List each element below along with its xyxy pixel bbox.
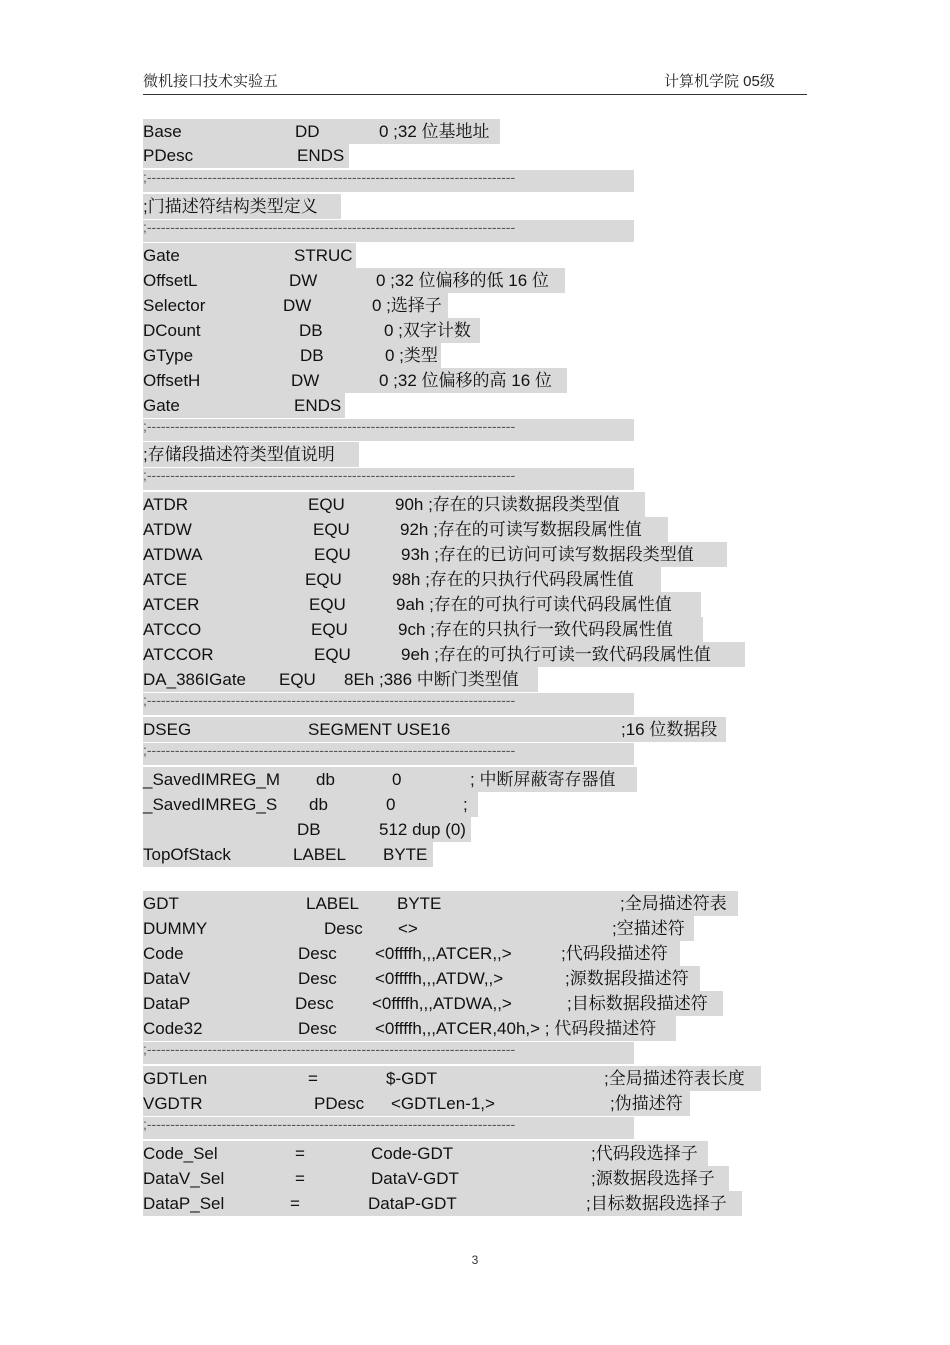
code-label: DataV <box>143 969 191 988</box>
code-operand: 0 ;类型 <box>385 346 438 365</box>
code-line <box>143 1066 761 1091</box>
code-line <box>143 343 441 368</box>
code-line <box>143 1191 742 1216</box>
code-label: DSEG <box>143 720 192 739</box>
header-right-title: 计算机学院 05级 <box>664 73 775 90</box>
code-comment: ;源数据段选择子 <box>591 1169 715 1188</box>
code-label: ATCCO <box>143 620 202 639</box>
code-operand: 0 <box>392 770 402 789</box>
code-label: Code32 <box>143 1019 203 1038</box>
code-operand: 90h ;存在的只读数据段类型值 <box>395 495 620 514</box>
code-line <box>143 941 680 966</box>
code-label: ATDWA <box>143 545 203 564</box>
code-line <box>143 268 565 293</box>
code-comment: ;代码段选择子 <box>591 1144 698 1163</box>
header-rule <box>143 94 807 95</box>
code-directive: Desc <box>295 994 334 1013</box>
code-label: Gate <box>143 396 180 415</box>
code-line <box>143 617 703 642</box>
code-label: ATCCOR <box>143 645 214 664</box>
code-label: GType <box>143 346 194 365</box>
code-directive: EQU <box>305 570 342 589</box>
code-operand: <0ffffh,,,ATCER,,> <box>375 944 512 963</box>
code-operand: <GDTLen-1,> <box>391 1094 495 1113</box>
code-directive: Desc <box>298 944 337 963</box>
separator-line: ;------------------------------------------------------------------------------- <box>143 220 634 242</box>
code-operand: <0ffffh,,,ATCER,40h,> ; 代码段描述符 <box>375 1019 657 1038</box>
code-directive: Desc <box>298 969 337 988</box>
code-directive: Desc <box>324 919 363 938</box>
code-line <box>143 368 567 393</box>
separator-line: ;------------------------------------------------------------------------------- <box>143 419 634 441</box>
code-label: GDT <box>143 894 179 913</box>
code-line <box>143 1141 708 1166</box>
code-line <box>143 393 345 418</box>
code-directive: Desc <box>298 1019 337 1038</box>
code-directive: LABEL <box>306 894 359 913</box>
comment-line <box>143 442 359 467</box>
code-directive: DB <box>299 321 323 340</box>
code-operand: 98h ;存在的只执行代码段属性值 <box>392 570 634 589</box>
code-comment: ;目标数据段选择子 <box>586 1194 727 1213</box>
code-line <box>143 916 694 941</box>
code-directive: EQU <box>309 595 346 614</box>
code-label: DA_386IGate <box>143 670 247 689</box>
code-operand: 0 ;32 位基地址 <box>379 122 490 141</box>
code-label: ATCE <box>143 570 188 589</box>
code-operand: 0 ;选择子 <box>372 296 442 315</box>
code-line <box>143 717 726 742</box>
code-operand: 9ah ;存在的可执行可读代码段属性值 <box>396 595 672 614</box>
separator-line: ;------------------------------------------------------------------------------- <box>143 468 634 490</box>
code-comment: ;伪描述符 <box>610 1094 683 1113</box>
code-comment: ;存储段描述符类型值说明 <box>143 445 335 464</box>
code-comment: ;目标数据段描述符 <box>567 994 708 1013</box>
code-directive: DB <box>297 820 321 839</box>
code-directive: EQU <box>313 520 350 539</box>
code-directive: = <box>290 1194 300 1213</box>
code-operand: 93h ;存在的已访问可读写数据段类型值 <box>401 545 694 564</box>
code-label: DataV_Sel <box>143 1169 225 1188</box>
code-comment: ;空描述符 <box>612 919 685 938</box>
separator-line: ;------------------------------------------------------------------------------- <box>143 693 634 715</box>
code-label: PDesc <box>143 146 194 165</box>
code-line <box>143 842 433 867</box>
code-label: Code_Sel <box>143 1144 218 1163</box>
code-label: DCount <box>143 321 201 340</box>
separator-line: ;------------------------------------------------------------------------------- <box>143 1042 634 1064</box>
code-directive: db <box>309 795 328 814</box>
code-operand: Code-GDT <box>371 1144 454 1163</box>
code-line <box>143 1016 676 1041</box>
code-label: Code <box>143 944 184 963</box>
code-label: GDTLen <box>143 1069 208 1088</box>
code-label: ATDR <box>143 495 189 514</box>
code-line <box>143 243 356 268</box>
code-label: VGDTR <box>143 1094 203 1113</box>
code-label: TopOfStack <box>143 845 231 864</box>
code-label: DataP <box>143 994 191 1013</box>
code-line <box>143 891 738 916</box>
comment-line <box>143 194 341 219</box>
code-directive: DW <box>283 296 312 315</box>
code-directive: LABEL <box>293 845 346 864</box>
code-line <box>143 642 745 667</box>
code-operand: $-GDT <box>386 1069 437 1088</box>
code-operand: DataV-GDT <box>371 1169 459 1188</box>
code-line <box>143 991 723 1016</box>
code-label: _SavedIMREG_S <box>143 795 278 814</box>
code-directive: EQU <box>314 545 351 564</box>
code-directive: = <box>295 1144 305 1163</box>
code-comment: ;门描述符结构类型定义 <box>143 197 318 216</box>
code-label: DataP_Sel <box>143 1194 225 1213</box>
code-label: Selector <box>143 296 206 315</box>
code-line <box>143 293 448 318</box>
code-label: Base <box>143 122 182 141</box>
code-operand: 0 ;32 位偏移的低 16 位 <box>376 271 549 290</box>
code-line <box>143 492 645 517</box>
code-label: ATDW <box>143 520 192 539</box>
code-directive: EQU <box>314 645 351 664</box>
code-operand: 8Eh ;386 中断门类型值 <box>344 670 519 689</box>
code-line <box>143 318 480 343</box>
code-label: DUMMY <box>143 919 208 938</box>
code-label: OffsetL <box>143 271 198 290</box>
code-directive: DW <box>291 371 320 390</box>
code-directive: SEGMENT USE16 <box>308 720 451 739</box>
code-directive: DB <box>300 346 324 365</box>
code-comment: ;16 位数据段 <box>621 720 718 739</box>
separator-line: ;------------------------------------------------------------------------------- <box>143 170 634 192</box>
code-directive: db <box>316 770 335 789</box>
code-operand: 0 ;32 位偏移的高 16 位 <box>379 371 552 390</box>
code-line <box>143 1166 729 1191</box>
code-directive: EQU <box>308 495 345 514</box>
code-directive: DD <box>295 122 320 141</box>
page-number: 3 <box>471 1253 479 1267</box>
code-directive: ENDS <box>297 146 345 165</box>
code-operand: 0 ;双字计数 <box>384 321 471 340</box>
code-line <box>143 792 478 817</box>
code-line <box>143 966 700 991</box>
code-line <box>143 567 661 592</box>
code-directive: = <box>295 1169 305 1188</box>
code-operand: 0 <box>386 795 396 814</box>
code-comment: ;全局描述符表 <box>620 894 727 913</box>
code-label: OffsetH <box>143 371 201 390</box>
code-operand: <0ffffh,,,ATDW,,> <box>375 969 504 988</box>
code-comment: ;全局描述符表长度 <box>604 1069 745 1088</box>
code-line <box>143 1091 690 1116</box>
code-directive: ENDS <box>294 396 342 415</box>
separator-line: ;------------------------------------------------------------------------------- <box>143 1117 634 1139</box>
code-line <box>143 542 727 567</box>
code-line <box>143 592 701 617</box>
code-comment: ; <box>463 795 468 814</box>
code-line <box>143 667 538 692</box>
code-directive: EQU <box>311 620 348 639</box>
code-operand: 92h ;存在的可读写数据段属性值 <box>400 520 642 539</box>
code-comment: ;代码段描述符 <box>561 944 668 963</box>
code-operand: DataP-GDT <box>368 1194 457 1213</box>
code-directive: = <box>308 1069 318 1088</box>
code-operand: <0ffffh,,,ATDWA,,> <box>372 994 512 1013</box>
code-line <box>143 817 471 842</box>
code-operand: 9eh ;存在的可执行可读一致代码段属性值 <box>401 645 711 664</box>
code-operand: BYTE <box>383 845 428 864</box>
code-operand: BYTE <box>397 894 442 913</box>
code-directive: PDesc <box>314 1094 365 1113</box>
code-line <box>143 119 500 144</box>
code-label: _SavedIMREG_M <box>143 770 280 789</box>
separator-line: ;------------------------------------------------------------------------------- <box>143 743 634 765</box>
code-operand: 9ch ;存在的只执行一致代码段属性值 <box>398 620 673 639</box>
code-directive: STRUC <box>294 246 353 265</box>
code-line <box>143 143 349 168</box>
code-label: Gate <box>143 246 180 265</box>
code-label: ATCER <box>143 595 200 614</box>
code-line <box>143 767 637 792</box>
code-operand: <> <box>398 919 418 938</box>
code-comment: ; 中断屏蔽寄存器值 <box>470 770 616 789</box>
code-line <box>143 517 668 542</box>
code-directive: EQU <box>279 670 316 689</box>
header-left-title: 微机接口技术实验五 <box>143 73 279 90</box>
code-comment: ;源数据段描述符 <box>565 969 689 988</box>
code-operand: 512 dup (0) <box>379 820 466 839</box>
code-directive: DW <box>289 271 318 290</box>
